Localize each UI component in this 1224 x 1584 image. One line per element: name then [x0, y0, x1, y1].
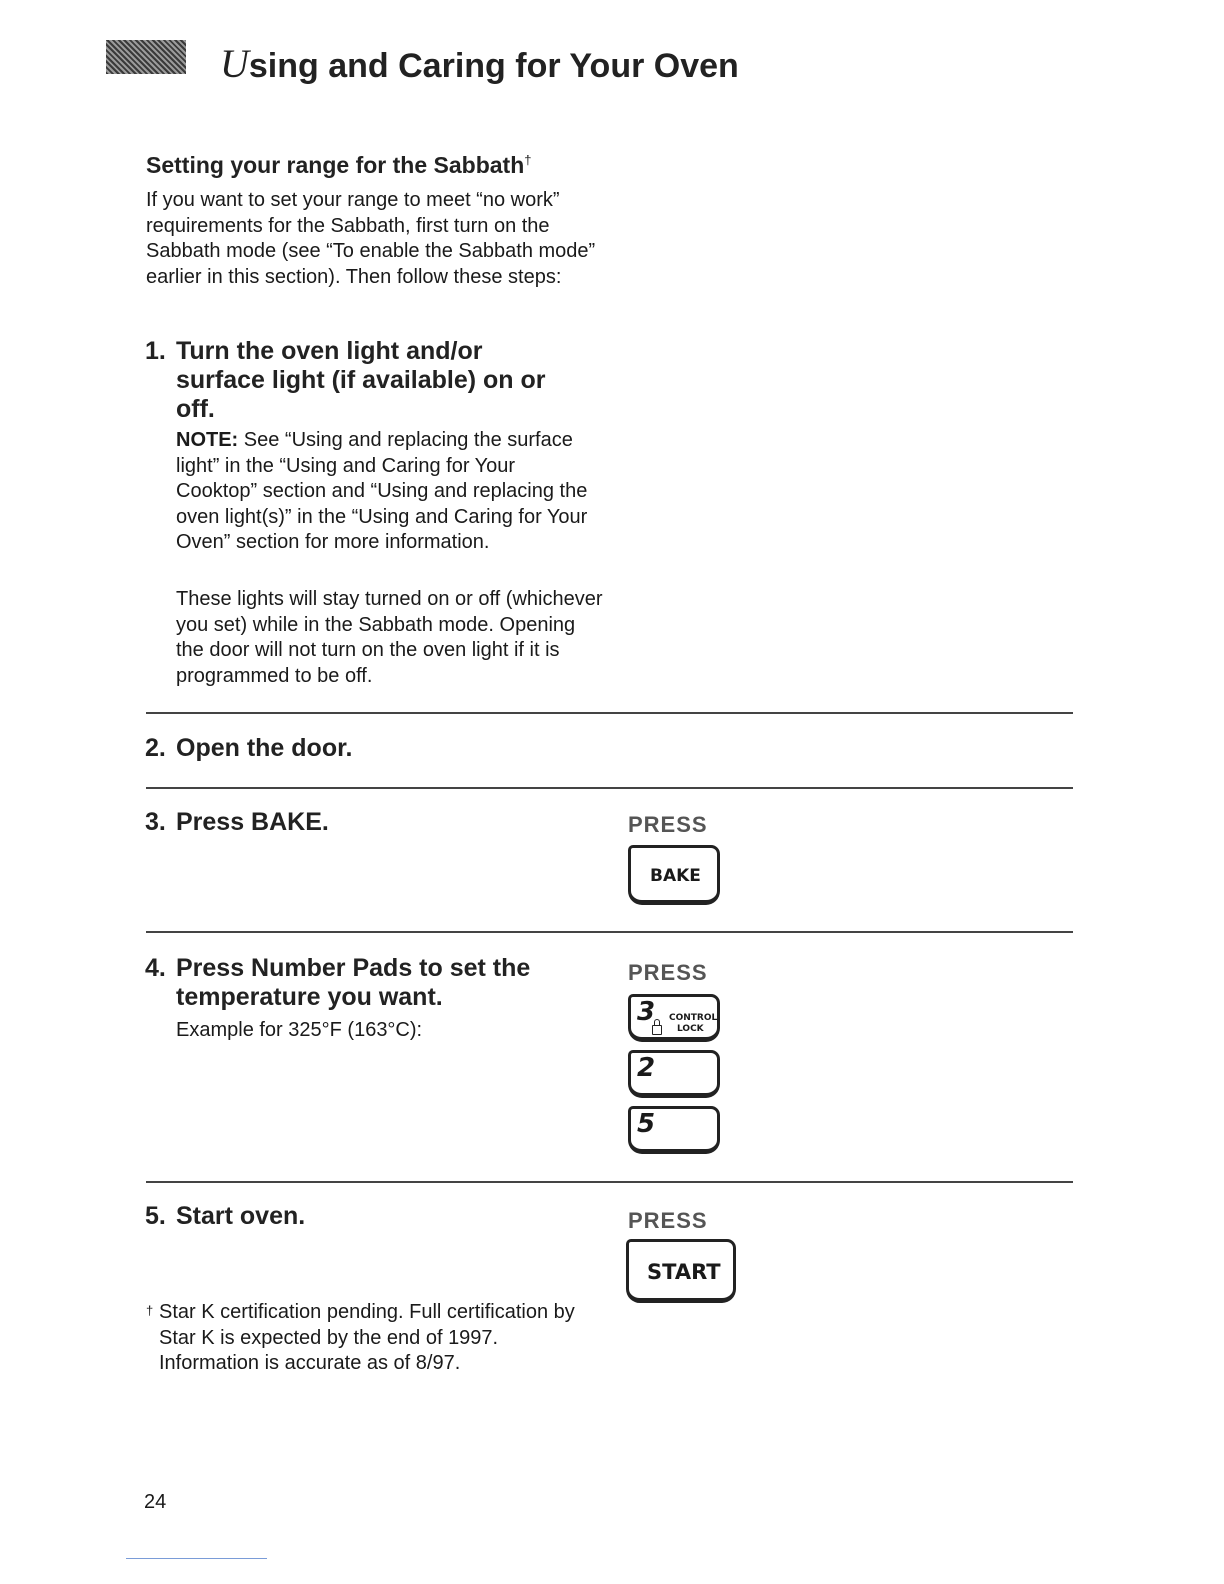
- section-title-text: Setting your range for the Sabbath: [146, 152, 525, 178]
- step-4-number: 4.: [145, 954, 166, 982]
- press-label: PRESS: [628, 812, 708, 837]
- footnote: [146, 1300, 576, 1377]
- step-4-title: [145, 954, 596, 1012]
- step-2-number: 2.: [145, 734, 166, 762]
- number-key-3-control-lock[interactable]: [628, 994, 720, 1042]
- footnote-text: Star K certification pending. Full certification by Star K is expected by the end of 1997. Information is accurate as of 8/97.: [159, 1301, 575, 1375]
- header-title-rest: sing and Caring for Your Oven: [248, 47, 739, 85]
- number-key-5[interactable]: [628, 1106, 720, 1154]
- divider-rule: [146, 1181, 1073, 1183]
- footnote-dagger: †: [146, 1303, 154, 1318]
- start-key[interactable]: [626, 1239, 736, 1303]
- header-pattern-block: [106, 40, 186, 74]
- step-5-number: 5.: [145, 1202, 166, 1230]
- press-label: PRESS: [628, 1208, 708, 1233]
- divider-rule: [146, 931, 1073, 933]
- bake-key-label: BAKE: [650, 866, 701, 886]
- control-label: CONTROL: [669, 1013, 718, 1023]
- note-text: See “Using and replacing the surface light” in the “Using and Caring for Your Cooktop” section and “Using and replacing the oven light(s)” in the “Using and Caring for Your Oven” section for more information.: [176, 429, 588, 554]
- section-intro: If you want to set your range to meet “no work” requirements for the Sabbath, first turn on the Sabbath mode (see “To enable the Sabbath mode” earlier in this section). Then follow these steps:: [146, 189, 596, 288]
- step-4-example: Example for 325°F (163°C):: [176, 1019, 423, 1041]
- step-1-title: [145, 337, 576, 424]
- section-title: [146, 152, 532, 179]
- step-5-title-text: Start oven.: [176, 1202, 306, 1230]
- step-3-title: [145, 808, 596, 837]
- step-1-note: [176, 428, 596, 556]
- divider-rule: [146, 787, 1073, 789]
- step-5-title: [145, 1202, 596, 1231]
- lock-icon: [652, 1025, 662, 1035]
- step-3-title-text: Press BAKE.: [176, 808, 329, 836]
- divider-rule: [146, 712, 1073, 714]
- step-1-title-text: Turn the oven light and/or surface light (if available) on or off.: [176, 337, 546, 423]
- key-3-digit: 3: [637, 997, 656, 1027]
- step-2-title-text: Open the door.: [176, 734, 353, 762]
- header-title-initial: U: [220, 41, 249, 86]
- number-key-2[interactable]: [628, 1050, 720, 1098]
- step-2-title: [145, 734, 596, 763]
- step-3-number: 3.: [145, 808, 166, 836]
- lock-label: LOCK: [677, 1024, 704, 1034]
- section-title-dagger: †: [524, 152, 532, 168]
- step-4-title-text: Press Number Pads to set the temperature you want.: [176, 954, 531, 1011]
- step-1-number: 1.: [145, 337, 166, 365]
- bottom-edge-line: [126, 1558, 267, 1559]
- start-key-label: START: [647, 1260, 721, 1284]
- page-number: 24: [144, 1491, 167, 1513]
- note-label: NOTE:: [176, 429, 239, 451]
- step-1-text: These lights will stay turned on or off (whichever you set) while in the Sabbath mode. Opening the door will not turn on the oven light if it is programmed to be off.: [176, 588, 603, 687]
- press-label: PRESS: [628, 960, 708, 985]
- key-5-digit: 5: [637, 1109, 656, 1139]
- key-2-digit: 2: [637, 1053, 656, 1083]
- bake-key[interactable]: [628, 845, 720, 905]
- page-header-title: [220, 40, 739, 87]
